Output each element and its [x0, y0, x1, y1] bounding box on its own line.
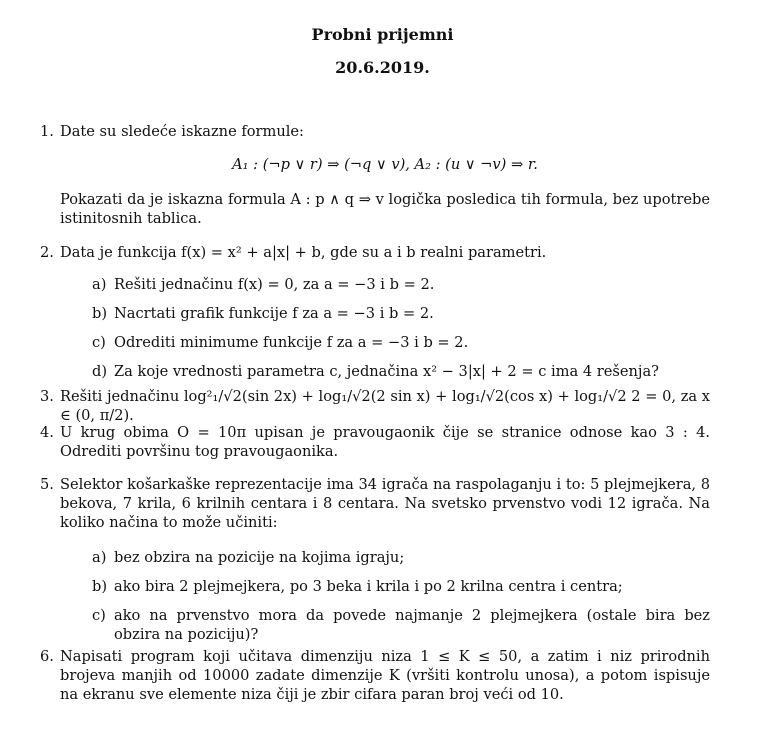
problem-3: [40, 387, 710, 425]
subitem-b: b) Nacrtati grafik funkcije f za a = −3 i b = 2.: [92, 305, 434, 322]
problem-number: 5.: [40, 476, 54, 493]
problem-text: U krug obima O = 10π upisan je pravougaonik čije se stranice odnose kao 3 : 4. Odrediti površinu tog pravougaonika.: [60, 424, 710, 460]
problem-text: Rešiti jednačinu log²₁/√2(sin 2x) + log₁/√2(2 sin x) + log₁/√2(cos x) + log₁/√2 2 = 0, za x ∈ (0, π/2).: [60, 388, 710, 424]
exam-date: 20.6.2019.: [335, 58, 430, 77]
problem-formula: A₁ : (¬p ∨ r) ⇒ (¬q ∨ v), A₂ : (u ∨ ¬v) ⇒ r.: [232, 156, 538, 173]
problem-intro: Date su sledeće iskazne formule:: [60, 123, 304, 140]
problem-text: Napisati program koji učitava dimenziju niza 1 ≤ K ≤ 50, a zatim i niz prirodnih brojeva manjih od 10000 zadate dimenzije K (vršiti kontrolu unosa), a potom ispisuje na ekranu sve elemente niza čiji je zbir cifara paran broj veći od 10.: [60, 648, 710, 703]
problem-text: Pokazati da je iskazna formula A : p ∧ q ⇒ v logička posledica tih formula, bez upotrebe istinitosnih tablica.: [60, 191, 710, 227]
problem-number: 3.: [40, 388, 54, 405]
problem-number: 6.: [40, 648, 54, 665]
page-title: Probni prijemni: [311, 25, 454, 44]
problem-1: [40, 122, 710, 228]
problem-text: Data je funkcija f(x) = x² + a|x| + b, gde su a i b realni parametri.: [60, 244, 547, 261]
problem-2: [40, 243, 710, 381]
subitem-c: c) ako na prvenstvo mora da povede najmanje 2 plejmejkera (ostale bira bez obzira na poziciju)?: [92, 607, 710, 643]
subitem-a: a) bez obzira na pozicije na kojima igraju;: [92, 549, 405, 566]
problem-4: [40, 423, 710, 461]
problem-6: [40, 647, 710, 704]
subitem-c: c) Odrediti minimume funkcije f za a = −3 i b = 2.: [92, 334, 469, 351]
problem-number: 4.: [40, 424, 54, 441]
problem-number: 1.: [40, 123, 54, 140]
subitem-a: a) Rešiti jednačinu f(x) = 0, za a = −3 i b = 2.: [92, 276, 435, 293]
problem-text: Selektor košarkaške reprezentacije ima 34 igrača na raspolaganju i to: 5 plejmejkera, 8 bekova, 7 krila, 6 krilnih centara i 8 centara. Na svetsko prvenstvo vodi 12 igrača. Na koliko načina to može učiniti:: [60, 476, 710, 531]
problem-number: 2.: [40, 244, 54, 261]
subitem-d: d) Za koje vrednosti parametra c, jednačina x² − 3|x| + 2 = c ima 4 rešenja?: [92, 363, 659, 380]
problem-5: [40, 475, 710, 644]
subitem-b: b) ako bira 2 plejmejkera, po 3 beka i krila i po 2 krilna centra i centra;: [92, 578, 623, 595]
